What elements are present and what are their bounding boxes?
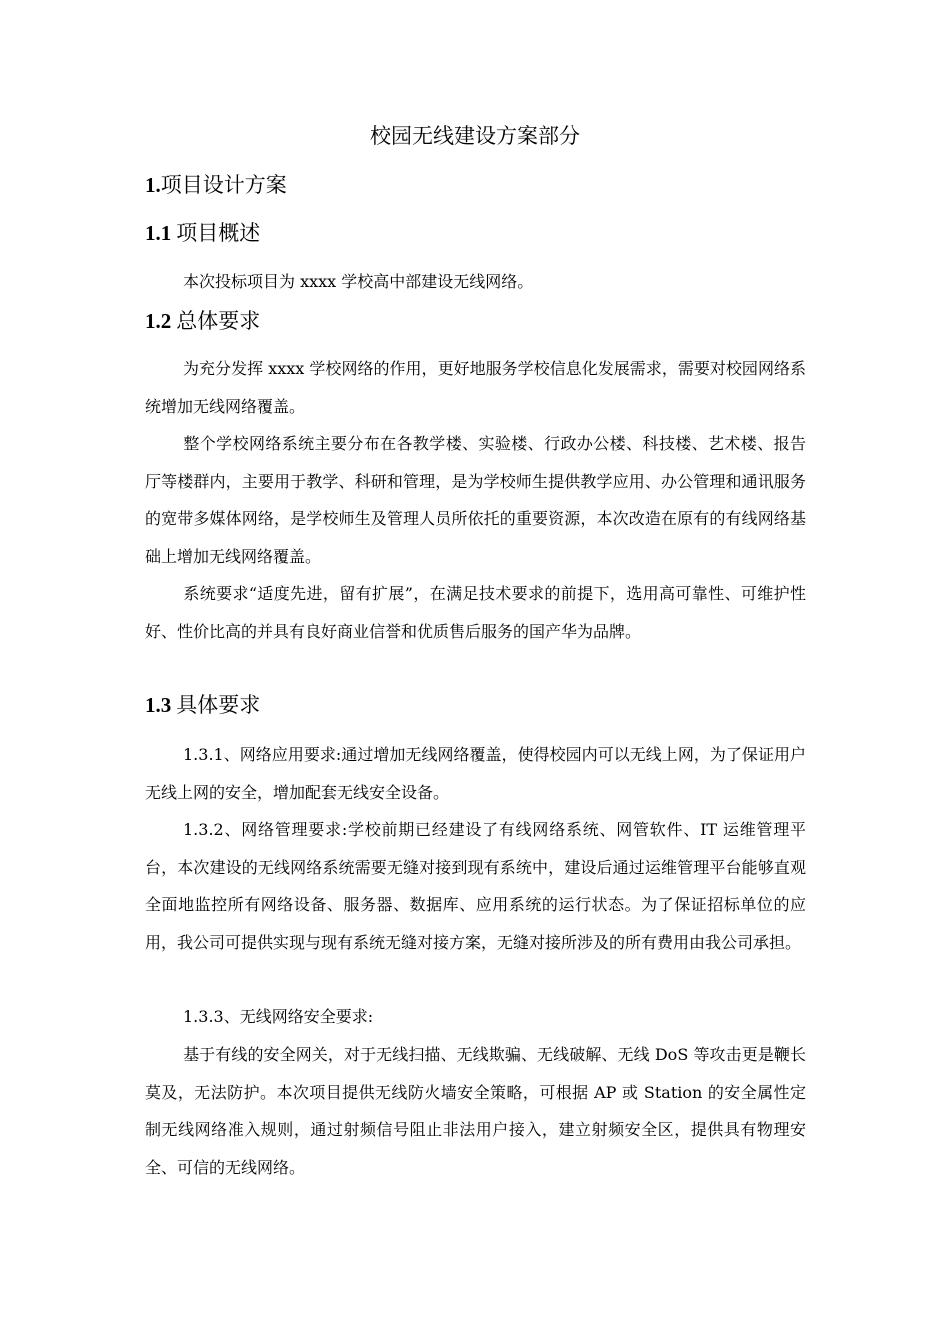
section-title: 总体要求 — [176, 309, 261, 333]
paragraph: 整个学校网络系统主要分布在各教学楼、实验楼、行政办公楼、科技楼、艺术楼、报告厅等楼群内，主要用于教学、科研和管理，是为学校师生提供教学应用、办公管理和通讯服务的宽带多媒体网络，是学校师生及管理人员所依托的重要资源，本次改造在原有的有线网络基础上增加无线网络覆盖。 — [145, 434, 806, 566]
section-number: 1.3 — [145, 693, 172, 717]
paragraph: 1.3.2、网络管理要求:学校前期已经建设了有线网络系统、网管软件、IT 运维管理平台，本次建设的无线网络系统需要无缝对接到现有系统中，建设后通过运维管理平台能够直观全面地监控所有网络设备、服务器、数据库、应用系统的运行状态。为了保证招标单位的应用，我公司可提供实现与现有系统无缝对接方案，无缝对接所涉及的所有费用由我公司承担。 — [145, 820, 806, 952]
section-number: 1.1 — [145, 221, 172, 245]
document-title: 校园无线建设方案部分 — [370, 124, 580, 148]
section-heading-1-1 — [145, 218, 260, 248]
paragraph: 为充分发挥 xxxx 学校网络的作用，更好地服务学校信息化发展需求，需要对校园网络系统增加无线网络覆盖。 — [145, 359, 806, 416]
section-title: 具体要求 — [176, 693, 261, 717]
paragraph: 本次投标项目为 xxxx 学校高中部建设无线网络。 — [183, 272, 534, 291]
section-heading-1 — [145, 170, 287, 200]
section-title: 项目设计方案 — [160, 173, 287, 197]
section-heading-1-3 — [145, 690, 260, 720]
paragraph: 1.3.3、无线网络安全要求: — [183, 1007, 374, 1026]
section-number: 1.2 — [145, 309, 172, 333]
paragraph: 1.3.1、网络应用要求:通过增加无线网络覆盖，使得校园内可以无线上网，为了保证用户无线上网的安全，增加配套无线安全设备。 — [145, 745, 806, 802]
section-heading-1-2 — [145, 306, 260, 336]
section-title: 项目概述 — [176, 221, 261, 245]
paragraph: 系统要求“适度先进，留有扩展”，在满足技术要求的前提下，选用高可靠性、可维护性好、性价比高的并具有良好商业信誉和优质售后服务的国产华为品牌。 — [145, 584, 806, 641]
paragraph: 基于有线的安全网关，对于无线扫描、无线欺骗、无线破解、无线 DoS 等攻击更是鞭长莫及，无法防护。本次项目提供无线防火墙安全策略，可根据 AP 或 Station 的安全属性定制无线网络准入规则，通过射频信号阻止非法用户接入，建立射频安全区，提供具有物理安全、可信的无线网络。 — [145, 1045, 806, 1177]
section-number: 1. — [145, 173, 161, 197]
